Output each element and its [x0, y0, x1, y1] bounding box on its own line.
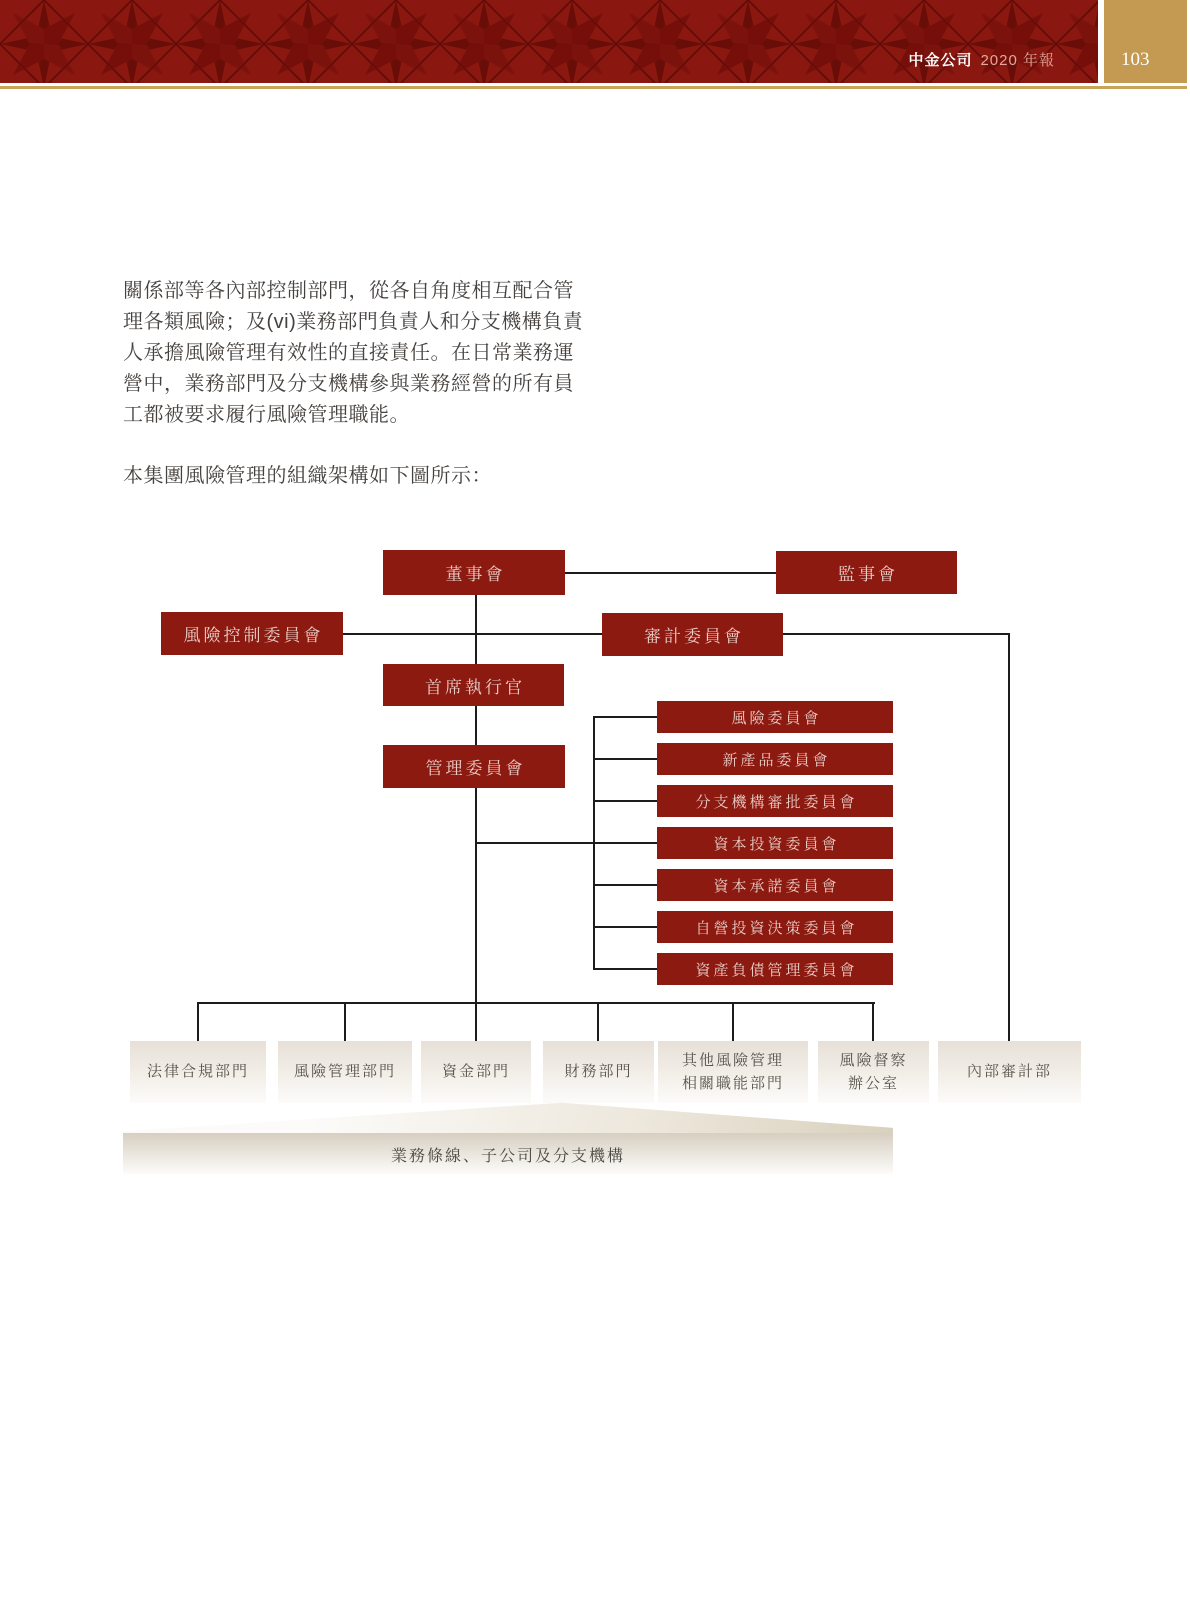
dept-stub-4: [597, 1002, 599, 1041]
page-number-box: [1104, 0, 1187, 83]
dept-label: 辦公室: [847, 1075, 899, 1092]
report-year: 2020 年報: [980, 52, 1055, 69]
chart-intro: [123, 461, 492, 492]
node-sub-committee: 資本投資委員會: [657, 827, 893, 859]
committee-stub-6: [593, 926, 657, 928]
dept-label: 相關職能部門: [681, 1075, 784, 1092]
node-sub-committee: 新產品委員會: [657, 743, 893, 775]
dept-label: 財務部門: [564, 1063, 633, 1081]
node-ceo: 首席執行官: [383, 664, 564, 706]
dept-label: 資金部門: [441, 1063, 510, 1081]
dept-label: 法律合規部門: [146, 1063, 249, 1081]
dept-label: 其他風險管理: [681, 1051, 784, 1069]
node-sub-committee: 資產負債管理委員會: [657, 953, 893, 985]
connector-board-supervisory: [565, 572, 776, 574]
dept-legal-compliance: [130, 1041, 266, 1103]
dept-label: 風險管理部門: [293, 1063, 396, 1081]
header-title: [908, 49, 1055, 70]
paragraph-line: 理各類風險；及(vi)業務部門負責人和分支機構負責: [123, 311, 584, 333]
node-sub-committee: 風險委員會: [657, 701, 893, 733]
dept-risk-management: [278, 1041, 412, 1103]
company-name: 中金公司: [908, 52, 973, 69]
committee-stub-5: [593, 884, 657, 886]
platform-wedge: [123, 1100, 893, 1134]
node-audit-committee: 審計委員會: [602, 613, 783, 656]
dept-treasury: [421, 1041, 531, 1103]
base-banner-label: 業務條線、子公司及分支機構: [390, 1147, 625, 1165]
header-rule: [0, 86, 1187, 89]
connector-ceo-management: [475, 706, 477, 745]
node-sub-committee: 分支機構審批委員會: [657, 785, 893, 817]
node-sub-committee: 資本承諾委員會: [657, 869, 893, 901]
connector-to-committee-spine: [476, 842, 657, 844]
connector-right-vertical: [1008, 633, 1010, 1041]
paragraph-line: 營中，業務部門及分支機構參與業務經營的所有員: [123, 373, 574, 395]
asanoha-pattern: [0, 0, 1098, 83]
committee-stub-2: [593, 758, 657, 760]
node-management-committee: 管理委員會: [383, 745, 565, 788]
chart-intro-line: 本集團風險管理的組織架構如下圖所示：: [123, 465, 492, 487]
dept-stub-2: [344, 1002, 346, 1041]
paragraph-line: 關係部等各內部控制部門，從各自角度相互配合管: [123, 280, 574, 302]
dept-internal-audit: [938, 1041, 1081, 1103]
committee-stub-1: [593, 716, 657, 718]
dept-other-risk-functions: [658, 1041, 808, 1103]
header-band: [0, 0, 1098, 83]
paragraph: [123, 276, 583, 431]
connector-audit-right: [783, 633, 1008, 635]
committee-stub-3: [593, 800, 657, 802]
base-banner: [123, 1133, 893, 1175]
node-board: 董事會: [383, 550, 565, 595]
dept-stub-6: [872, 1002, 874, 1041]
department-bus: [197, 1002, 875, 1004]
connector-board-ceo: [475, 595, 477, 664]
dept-label: 內部審計部: [966, 1063, 1052, 1081]
committee-stub-7: [593, 968, 657, 970]
node-sub-committee: 自營投資決策委員會: [657, 911, 893, 943]
node-risk-control-committee: 風險控制委員會: [161, 612, 343, 655]
dept-stub-5: [732, 1002, 734, 1041]
committee-spine: [593, 716, 595, 970]
connector-riskcontrol-audit: [343, 633, 602, 635]
node-supervisory-board: 監事會: [776, 551, 957, 594]
dept-stub-1: [197, 1002, 199, 1041]
dept-label: 風險督察: [839, 1051, 908, 1069]
page-number: 103: [1121, 49, 1150, 70]
dept-risk-supervision-office: [818, 1041, 929, 1103]
paragraph-line: 人承擔風險管理有效性的直接責任。在日常業務運: [123, 342, 574, 364]
dept-finance: [543, 1041, 654, 1103]
paragraph-line: 工都被要求履行風險管理職能。: [123, 404, 410, 426]
